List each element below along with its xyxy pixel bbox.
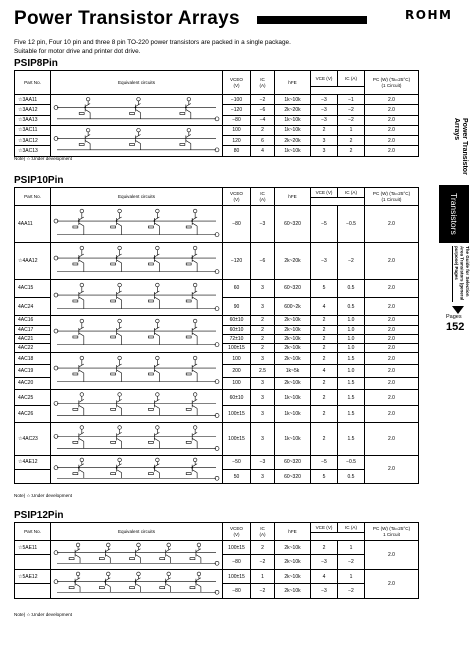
cell-ic2: 1.0 (338, 334, 365, 343)
cell-hfe: 2k~10k (275, 377, 311, 389)
cell-pc: 2.0 (365, 136, 419, 146)
cell-pc: 2.0 (365, 389, 419, 405)
cell-pc: 2.0 (365, 406, 419, 422)
cell-hfe: 2k~10k (275, 334, 311, 343)
part-number: ☆3AA11 (15, 95, 51, 105)
cell-ic: 1 (251, 569, 275, 583)
cell-vce: −3 (311, 115, 338, 125)
cell-ic2: −2 (338, 115, 365, 125)
cell-ic2: 1.5 (338, 353, 365, 365)
cell-vceo: −120 (223, 105, 251, 115)
table-row (15, 353, 419, 365)
cell-vce: −5 (311, 455, 338, 469)
cell-pc: 2.0 (365, 206, 419, 243)
cell-vceo: 72±10 (223, 334, 251, 343)
cell-ic: 2 (251, 325, 275, 334)
cell-vceo: 100±15 (223, 422, 251, 455)
cell-ic: −6 (251, 242, 275, 279)
cell-vceo: 100±15 (223, 406, 251, 422)
cell-hfe: 1k~10k (275, 115, 311, 125)
cell-ic2: −2 (338, 242, 365, 279)
part-number: ☆3AC12 (15, 136, 51, 146)
cell-vce: 2 (311, 334, 338, 343)
cell-vceo: 60±10 (223, 389, 251, 405)
part-number: ☆4AC23 (15, 422, 51, 455)
cell-hfe: 1k~10k (275, 146, 311, 156)
equivalent-circuit-diagram (51, 422, 223, 455)
cell-vceo: −50 (223, 455, 251, 469)
circuit-schematic-icon (51, 541, 222, 569)
cell-ic2: 0.5 (338, 469, 365, 483)
cell-ic2: 1 (338, 125, 365, 135)
cell-vceo: 90 (223, 297, 251, 315)
col-pc: PC (W) (Ta=25°C) (1 Circuit) (365, 188, 419, 206)
col-ic2: IC (A) (338, 71, 365, 87)
cell-hfe: 1k~10k (275, 422, 311, 455)
circuit-schematic-icon (51, 316, 222, 352)
part-number: ☆5AE12 (15, 569, 51, 583)
col-vceo: VCEO (V) (223, 523, 251, 541)
part-number (15, 584, 51, 598)
col-hfe: hFE (275, 188, 311, 206)
section-title-psip12: PSIP12Pin (14, 510, 64, 521)
cell-pc: 2.0 (365, 115, 419, 125)
cell-vce: 2 (311, 389, 338, 405)
intro-line-1: Five 12 pin, Four 10 pin and three 8 pin TO-220 power transistors are packed in a single package. (14, 39, 291, 46)
cell-vce: 2 (311, 343, 338, 352)
cell-vce: 5 (311, 469, 338, 483)
cell-hfe: 600~2k (275, 297, 311, 315)
cell-vceo: 60±10 (223, 325, 251, 334)
cell-vce: 3 (311, 136, 338, 146)
table-row (15, 95, 419, 105)
part-number: 4AC22 (15, 343, 51, 352)
cell-vceo: −80 (223, 115, 251, 125)
psip12-table (14, 522, 419, 599)
table-row (15, 389, 419, 405)
cell-vce: −5 (311, 206, 338, 243)
cell-ic2: 1.5 (338, 406, 365, 422)
cell-ic: 2 (251, 541, 275, 555)
cell-vce: 2 (311, 316, 338, 325)
col-vceo: VCEO (V) (223, 188, 251, 206)
cell-vceo: 120 (223, 136, 251, 146)
cell-pc: 2.0 (365, 343, 419, 352)
cell-ic2: 1 (338, 569, 365, 583)
side-guide-text: The Guide for Selection Area Transistors (general purpose) Pages (454, 246, 470, 301)
cell-ic: 3 (251, 377, 275, 389)
cell-vce: −3 (311, 242, 338, 279)
cell-vceo: 100±15 (223, 569, 251, 583)
table-row (15, 279, 419, 297)
col-ic2: IC (A) (338, 188, 365, 198)
cell-ic2: 1 (338, 541, 365, 555)
part-number: 4AC20 (15, 377, 51, 389)
col-circuit: Equivalent circuits (51, 188, 223, 206)
col-vce: VCE (V) (311, 71, 338, 87)
table-row (15, 316, 419, 325)
part-number: 4AC18 (15, 353, 51, 365)
title-bar (257, 16, 367, 24)
col-circuit: Equivalent circuits (51, 523, 223, 541)
intro-line-2: Suitable for motor drive and printer dot drive. (14, 48, 141, 55)
part-number (15, 555, 51, 569)
cell-pc: 2.0 (365, 316, 419, 325)
cell-vce: −3 (311, 584, 338, 598)
cell-vceo: 50 (223, 469, 251, 483)
brand-logo: ROHM (405, 8, 453, 22)
cell-vceo: 200 (223, 365, 251, 377)
cell-ic: 2 (251, 125, 275, 135)
col-pc: PC (W) (Ta=25°C) 1 Circuit (365, 523, 419, 541)
cell-hfe: 60~320 (275, 206, 311, 243)
cell-vce: −3 (311, 95, 338, 105)
page-arrow-icon (452, 306, 464, 314)
cell-ic2: −2 (338, 105, 365, 115)
circuit-schematic-icon (51, 126, 222, 156)
cell-ic2: 1.0 (338, 343, 365, 352)
cell-ic: 2 (251, 316, 275, 325)
col-part: Part No. (15, 523, 51, 541)
cell-vce: −3 (311, 105, 338, 115)
equivalent-circuit-diagram (51, 541, 223, 570)
cell-ic: −2 (251, 95, 275, 105)
circuit-schematic-icon (51, 206, 222, 242)
section-title-psip8: PSIP8Pin (14, 58, 58, 69)
cell-ic2: 1.0 (338, 365, 365, 377)
col-part: Part No. (15, 71, 51, 95)
circuit-schematic-icon (51, 243, 222, 279)
cell-ic: 3 (251, 279, 275, 297)
cell-hfe: 2k~10k (275, 325, 311, 334)
cell-vce: 4 (311, 297, 338, 315)
note-psip8: Note) ☆:Under development (14, 156, 72, 161)
cell-ic: 6 (251, 136, 275, 146)
circuit-schematic-icon (51, 570, 222, 598)
note-psip10: Note) ☆:Under development (14, 493, 72, 498)
part-number: ☆4AA12 (15, 242, 51, 279)
part-number: ☆4AE12 (15, 455, 51, 469)
cell-vceo: 100 (223, 353, 251, 365)
cell-ic2: −2 (338, 555, 365, 569)
cell-ic2: 1.5 (338, 389, 365, 405)
cell-vceo: −80 (223, 584, 251, 598)
circuit-schematic-icon (51, 95, 222, 125)
cell-pc: 2.0 (365, 455, 419, 484)
cell-ic: 2 (251, 334, 275, 343)
cell-vce: 2 (311, 125, 338, 135)
cell-pc: 2.0 (365, 377, 419, 389)
side-section-label: Power Transistor Arrays (453, 118, 468, 175)
cell-ic2: 1.0 (338, 316, 365, 325)
cell-vceo: 100 (223, 125, 251, 135)
cell-vceo: 60 (223, 279, 251, 297)
circuit-schematic-icon (51, 353, 222, 389)
note-psip12: Note) ☆:Under development (14, 612, 72, 617)
part-number (15, 469, 51, 483)
cell-hfe: 2k~20k (275, 105, 311, 115)
cell-hfe: 1k~10k (275, 125, 311, 135)
col-ic2: IC (A) (338, 523, 365, 533)
intro-text (14, 38, 374, 56)
cell-ic: 2 (251, 343, 275, 352)
equivalent-circuit-diagram (51, 279, 223, 316)
cell-pc: 2.0 (365, 297, 419, 315)
part-number: ☆3AC13 (15, 146, 51, 156)
cell-ic: 3 (251, 353, 275, 365)
cell-hfe: 2k~10k (275, 316, 311, 325)
cell-ic: −3 (251, 206, 275, 243)
col-ic: IC (A) (251, 188, 275, 206)
col-hfe: hFE (275, 71, 311, 95)
equivalent-circuit-diagram (51, 569, 223, 598)
cell-vce: 2 (311, 406, 338, 422)
part-number: 4AC15 (15, 279, 51, 297)
cell-hfe: 1k~10k (275, 406, 311, 422)
cell-hfe: 2k~20k (275, 242, 311, 279)
cell-vce: 5 (311, 279, 338, 297)
cell-vce: 2 (311, 377, 338, 389)
table-row (15, 242, 419, 279)
cell-ic2: 1.5 (338, 422, 365, 455)
equivalent-circuit-diagram (51, 242, 223, 279)
cell-vce: 2 (311, 353, 338, 365)
section-title-psip10: PSIP10Pin (14, 175, 64, 186)
cell-vce: 4 (311, 365, 338, 377)
cell-vceo: −100 (223, 95, 251, 105)
cell-hfe: 60~320 (275, 455, 311, 469)
cell-pc: 2.0 (365, 146, 419, 156)
col-vceo: VCEO (V) (223, 71, 251, 95)
circuit-schematic-icon (51, 423, 222, 455)
cell-hfe: 1k~10k (275, 389, 311, 405)
cell-pc: 2.0 (365, 125, 419, 135)
cell-vceo: −120 (223, 242, 251, 279)
cell-vce: 2 (311, 541, 338, 555)
cell-ic: 3 (251, 469, 275, 483)
cell-ic2: −1 (338, 95, 365, 105)
col-pc: PC (W) (Ta=25°C) (1 Circuit) (365, 71, 419, 95)
cell-ic2: 1.0 (338, 325, 365, 334)
col-circuit: Equivalent circuits (51, 71, 223, 95)
cell-pc: 2.0 (365, 105, 419, 115)
cell-ic: −2 (251, 555, 275, 569)
table-row (15, 125, 419, 135)
equivalent-circuit-diagram (51, 455, 223, 484)
cell-pc: 2.0 (365, 242, 419, 279)
cell-vceo: 60±10 (223, 316, 251, 325)
cell-ic2: 2 (338, 146, 365, 156)
cell-pc: 2.0 (365, 365, 419, 377)
cell-ic2: −0.5 (338, 206, 365, 243)
cell-pc: 2.0 (365, 325, 419, 334)
cell-ic: 3 (251, 406, 275, 422)
part-number: 4AC21 (15, 334, 51, 343)
cell-ic2: −2 (338, 584, 365, 598)
part-number: 4AC16 (15, 316, 51, 325)
cell-hfe: 2k~10k (275, 584, 311, 598)
cell-pc: 2.0 (365, 569, 419, 598)
cell-hfe: 2k~10k (275, 541, 311, 555)
col-vce: VCE (V) (311, 523, 338, 533)
cell-ic: 2.5 (251, 365, 275, 377)
cell-vceo: −80 (223, 555, 251, 569)
page-title: Power Transistor Arrays (14, 8, 240, 29)
psip10-table (14, 187, 419, 484)
cell-ic: 3 (251, 422, 275, 455)
circuit-schematic-icon (51, 280, 222, 316)
part-number: 4AC17 (15, 325, 51, 334)
part-number: ☆5AE11 (15, 541, 51, 555)
cell-hfe: 2k~10k (275, 569, 311, 583)
cell-pc: 2.0 (365, 95, 419, 105)
equivalent-circuit-diagram (51, 353, 223, 390)
cell-vce: 4 (311, 569, 338, 583)
equivalent-circuit-diagram (51, 206, 223, 243)
cell-vceo: 100±15 (223, 343, 251, 352)
part-number: 4AC24 (15, 297, 51, 315)
equivalent-circuit-diagram (51, 316, 223, 353)
circuit-schematic-icon (51, 456, 222, 484)
cell-ic: −6 (251, 105, 275, 115)
part-number: 4AC19 (15, 365, 51, 377)
cell-ic: 3 (251, 297, 275, 315)
table-row (15, 541, 419, 555)
part-number: 4AA11 (15, 206, 51, 243)
cell-vce: 3 (311, 146, 338, 156)
col-ic: IC (A) (251, 523, 275, 541)
circuit-schematic-icon (51, 390, 222, 422)
col-part: Part No. (15, 188, 51, 206)
cell-vceo: 100 (223, 377, 251, 389)
cell-vce: 2 (311, 325, 338, 334)
col-vce: VCE (V) (311, 188, 338, 198)
cell-ic: −4 (251, 115, 275, 125)
table-row (15, 422, 419, 455)
part-number: ☆3AC11 (15, 125, 51, 135)
page-label: Pages (446, 314, 462, 320)
part-number: ☆3AA12 (15, 105, 51, 115)
page-number: 152 (446, 321, 465, 333)
part-number: 4AC26 (15, 406, 51, 422)
cell-pc: 2.0 (365, 334, 419, 343)
cell-hfe: 1k~5k (275, 365, 311, 377)
cell-hfe: 2k~10k (275, 353, 311, 365)
table-row (15, 455, 419, 469)
equivalent-circuit-diagram (51, 125, 223, 156)
cell-vceo: 80 (223, 146, 251, 156)
cell-ic: 4 (251, 146, 275, 156)
equivalent-circuit-diagram (51, 95, 223, 126)
cell-vce: −3 (311, 555, 338, 569)
table-row (15, 206, 419, 243)
cell-pc: 2.0 (365, 279, 419, 297)
cell-vceo: 100±15 (223, 541, 251, 555)
cell-ic2: 2 (338, 136, 365, 146)
cell-hfe: 2k~10k (275, 555, 311, 569)
cell-hfe: 60~320 (275, 279, 311, 297)
col-ic: IC (A) (251, 71, 275, 95)
cell-hfe: 60~320 (275, 469, 311, 483)
cell-ic2: 0.5 (338, 279, 365, 297)
cell-vceo: −80 (223, 206, 251, 243)
cell-ic2: 1.5 (338, 377, 365, 389)
cell-hfe: 1k~10k (275, 95, 311, 105)
cell-ic: −3 (251, 455, 275, 469)
cell-ic2: −0.5 (338, 455, 365, 469)
cell-ic: 3 (251, 389, 275, 405)
cell-vce: 2 (311, 422, 338, 455)
part-number: 4AC25 (15, 389, 51, 405)
col-hfe: hFE (275, 523, 311, 541)
cell-ic2: 0.5 (338, 297, 365, 315)
table-row (15, 569, 419, 583)
equivalent-circuit-diagram (51, 389, 223, 422)
cell-pc: 2.0 (365, 541, 419, 570)
cell-pc: 2.0 (365, 353, 419, 365)
cell-ic: −2 (251, 584, 275, 598)
psip8-table (14, 70, 419, 157)
cell-hfe: 2k~10k (275, 343, 311, 352)
side-tab-transistors[interactable]: Transistors (439, 185, 469, 243)
part-number: ☆3AA13 (15, 115, 51, 125)
cell-pc: 2.0 (365, 422, 419, 455)
cell-hfe: 2k~20k (275, 136, 311, 146)
